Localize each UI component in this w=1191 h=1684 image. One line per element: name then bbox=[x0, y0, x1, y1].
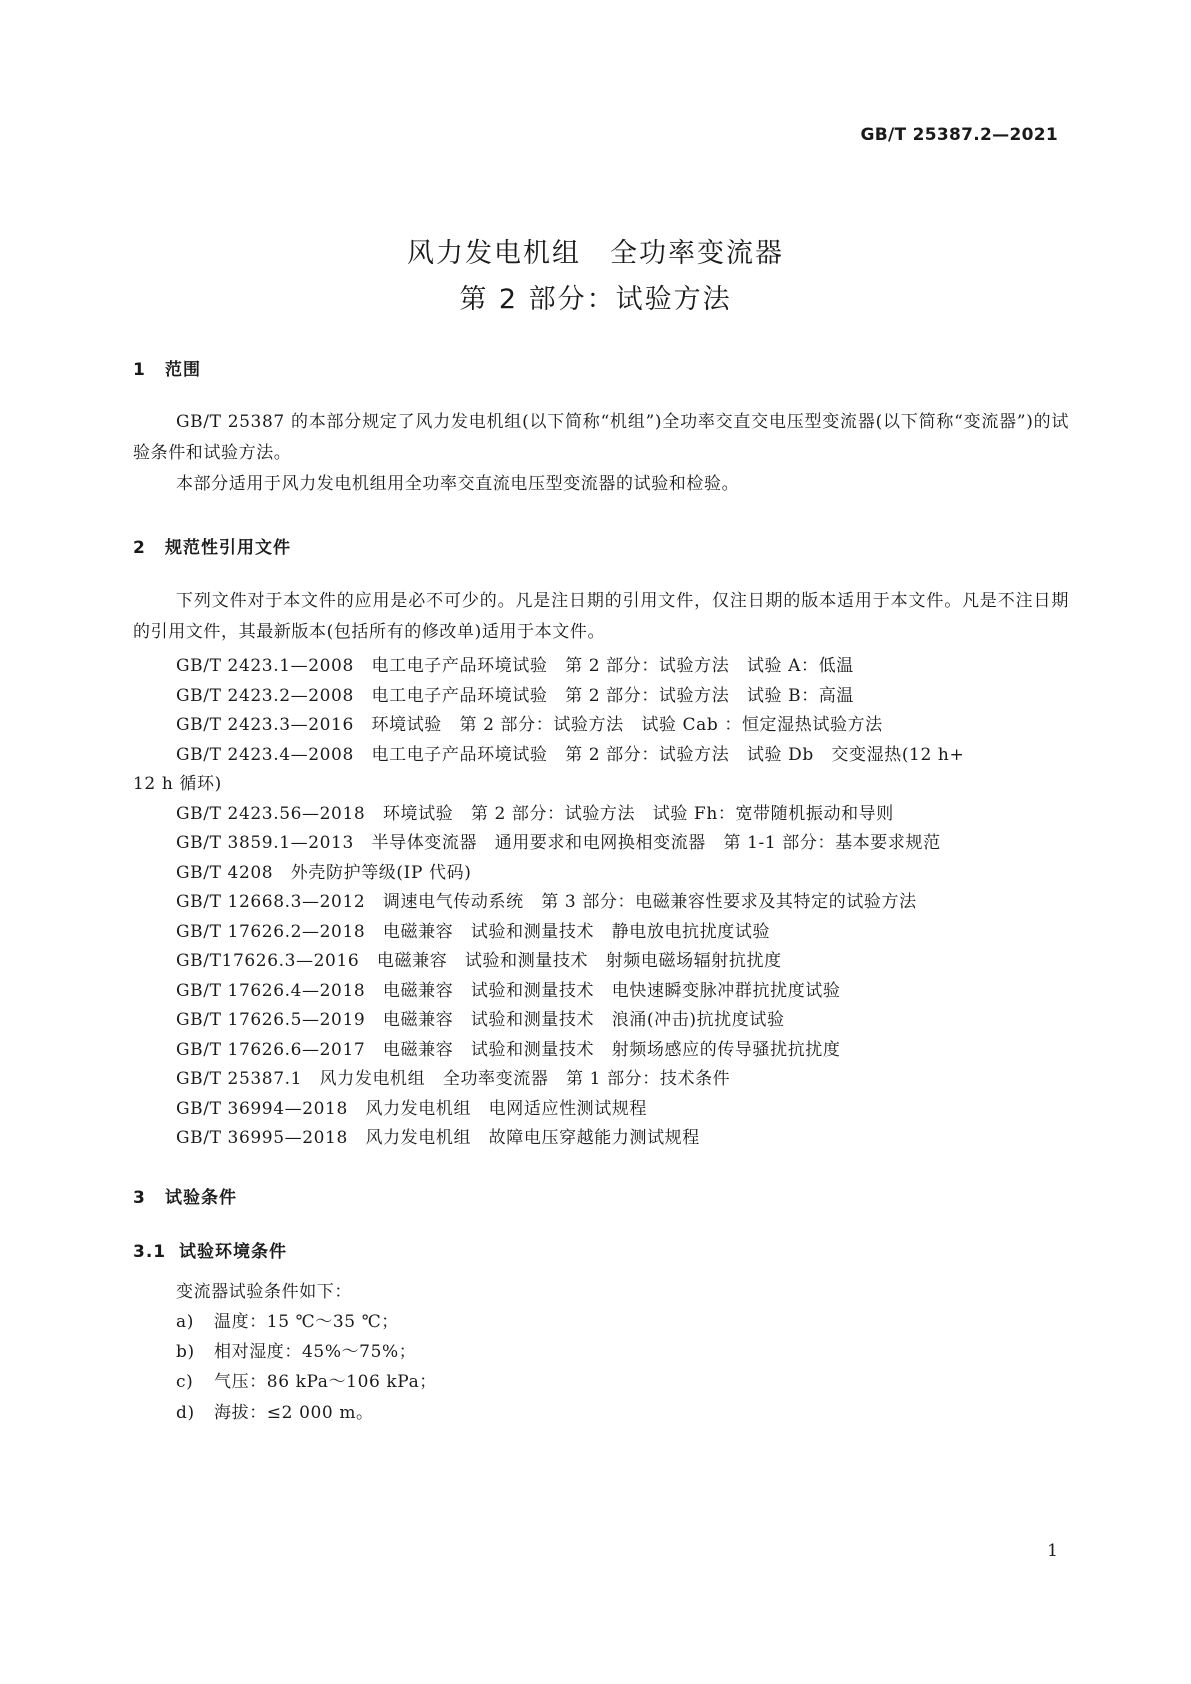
list-text: 气压：86 kPa～106 kPa； bbox=[214, 1372, 437, 1392]
section-3-heading bbox=[133, 1183, 237, 1208]
reference-item: GB/T 3859.1—2013 半导体变流器 通用要求和电网换相变流器 第 1-1 部分：基本要求规范 bbox=[176, 833, 941, 853]
section-1-paragraph-1: GB/T 25387 的本部分规定了风力发电机组(以下简称“机组”)全功率交直交电压型变流器(以下简称“变流器”)的试验条件和试验方法。 bbox=[133, 412, 1069, 463]
reference-item: GB/T 12668.3—2012 调速电气传动系统 第 3 部分：电磁兼容性要求及其特定的试验方法 bbox=[176, 892, 917, 912]
document-title-line2: 第 2 部分：试验方法 bbox=[459, 284, 732, 315]
reference-item: GB/T 17626.4—2018 电磁兼容 试验和测量技术 电快速瞬变脉冲群抗扰度试验 bbox=[176, 981, 841, 1001]
section-title: 规范性引用文件 bbox=[165, 538, 291, 558]
list-marker: c) bbox=[176, 1372, 194, 1392]
page-number: 1 bbox=[1047, 1541, 1058, 1561]
section-title: 试验条件 bbox=[165, 1188, 237, 1208]
reference-item: GB/T 17626.2—2018 电磁兼容 试验和测量技术 静电放电抗扰度试验 bbox=[176, 922, 771, 942]
reference-item: GB/T 36994—2018 风力发电机组 电网适应性测试规程 bbox=[176, 1099, 648, 1119]
list-item bbox=[176, 1367, 437, 1392]
list-marker: d) bbox=[176, 1403, 195, 1423]
reference-item: GB/T 17626.6—2017 电磁兼容 试验和测量技术 射频场感应的传导骚扰抗扰度 bbox=[176, 1040, 841, 1060]
section-1-paragraph-2: 本部分适用于风力发电机组用全功率交直流电压型变流器的试验和检验。 bbox=[176, 474, 740, 494]
standard-code: GB/T 25387.2—2021 bbox=[860, 125, 1058, 145]
section-3-1-heading bbox=[133, 1237, 287, 1262]
section-number: 3.1 bbox=[133, 1242, 167, 1262]
reference-item: GB/T 2423.1—2008 电工电子产品环境试验 第 2 部分：试验方法 试验 A：低温 bbox=[176, 656, 854, 676]
section-number: 2 bbox=[133, 538, 146, 558]
list-item bbox=[176, 1337, 416, 1362]
reference-item-continuation: 12 h 循环) bbox=[133, 774, 222, 794]
reference-item: GB/T 2423.56—2018 环境试验 第 2 部分：试验方法 试验 Fh：宽带随机振动和导则 bbox=[176, 804, 894, 824]
section-1-heading bbox=[133, 355, 201, 380]
reference-item: GB/T17626.3—2016 电磁兼容 试验和测量技术 射频电磁场辐射抗扰度 bbox=[176, 951, 782, 971]
list-text: 相对湿度：45%～75%； bbox=[214, 1342, 417, 1362]
list-marker: a) bbox=[176, 1312, 194, 1332]
section-title: 试验环境条件 bbox=[179, 1242, 287, 1262]
document-title-line1: 风力发电机组 全功率变流器 bbox=[407, 238, 784, 269]
list-marker: b) bbox=[176, 1342, 195, 1362]
list-text: 温度：15 ℃～35 ℃； bbox=[214, 1312, 399, 1332]
list-text: 海拔：≤2 000 m。 bbox=[214, 1403, 374, 1423]
conditions-intro: 变流器试验条件如下： bbox=[176, 1282, 352, 1302]
section-2-heading bbox=[133, 533, 291, 558]
reference-item: GB/T 36995—2018 风力发电机组 故障电压穿越能力测试规程 bbox=[176, 1128, 700, 1148]
reference-item: GB/T 17626.5—2019 电磁兼容 试验和测量技术 浪涌(冲击)抗扰度试验 bbox=[176, 1010, 785, 1030]
list-item bbox=[176, 1307, 399, 1332]
list-item bbox=[176, 1398, 374, 1423]
reference-item: GB/T 2423.2—2008 电工电子产品环境试验 第 2 部分：试验方法 试验 B：高温 bbox=[176, 686, 855, 706]
section-2-intro: 下列文件对于本文件的应用是必不可少的。凡是注日期的引用文件，仅注日期的版本适用于本文件。凡是不注日期的引用文件，其最新版本(包括所有的修改单)适用于本文件。 bbox=[133, 591, 1069, 642]
reference-item: GB/T 2423.4—2008 电工电子产品环境试验 第 2 部分：试验方法 试验 Db 交变湿热(12 h+ bbox=[176, 745, 965, 765]
section-number: 3 bbox=[133, 1188, 146, 1208]
reference-item: GB/T 4208 外壳防护等级(IP 代码) bbox=[176, 863, 472, 883]
reference-item: GB/T 2423.3—2016 环境试验 第 2 部分：试验方法 试验 Cab ：恒定湿热试验方法 bbox=[176, 715, 883, 735]
section-title: 范围 bbox=[165, 360, 201, 380]
section-number: 1 bbox=[133, 360, 146, 380]
reference-item: GB/T 25387.1 风力发电机组 全功率变流器 第 1 部分：技术条件 bbox=[176, 1069, 731, 1089]
